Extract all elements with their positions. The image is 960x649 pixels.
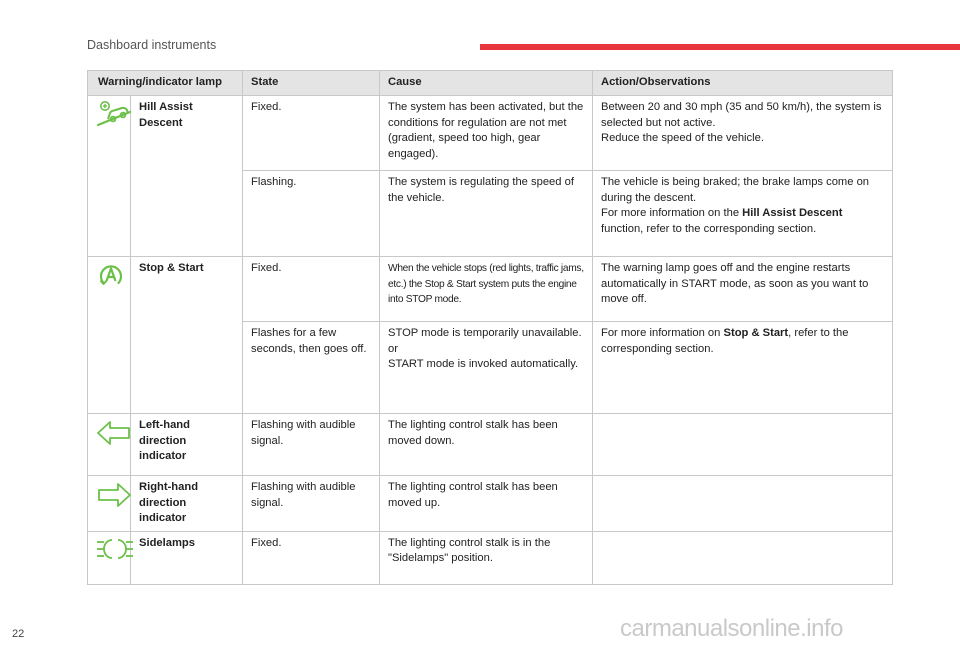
cause-line: STOP mode is temporarily unavailable. <box>388 327 582 339</box>
column-header-action: Action/Observations <box>593 71 893 96</box>
cause-cell: The lighting control stalk is in the "Sidelamps" position. <box>380 531 593 584</box>
lamp-icon-cell <box>88 531 131 584</box>
lamp-icon-cell <box>88 414 131 476</box>
cause-cell: When the vehicle stops (red lights, traffic jams, etc.) the Stop & Start system puts the engine into STOP mode. <box>380 257 593 322</box>
state-cell: Flashing with audible signal. <box>243 414 380 476</box>
function-name: Stop & Start <box>723 327 789 339</box>
action-cell <box>593 476 893 532</box>
left-arrow-icon <box>96 418 122 448</box>
table-row <box>88 96 893 171</box>
column-header-cause: Cause <box>380 71 593 96</box>
table-row <box>88 531 893 584</box>
watermark: carmanualsonline.info <box>620 615 843 642</box>
column-header-lamp: Warning/indicator lamp <box>88 71 243 96</box>
action-cell <box>593 531 893 584</box>
right-arrow-icon <box>96 480 122 510</box>
page-number: 22 <box>12 628 25 640</box>
section-title: Dashboard instruments <box>87 38 217 52</box>
lamp-icon-cell <box>88 96 131 257</box>
accent-bar <box>480 44 960 50</box>
state-cell: Flashes for a few seconds, then goes off. <box>243 322 380 414</box>
action-cell <box>593 96 893 171</box>
cause-cell: The lighting control stalk has been moved down. <box>380 414 593 476</box>
state-cell: Flashing. <box>243 171 380 257</box>
lamp-icon-cell <box>88 476 131 532</box>
action-cell <box>593 171 893 257</box>
state-cell: Fixed. <box>243 257 380 322</box>
action-more <box>601 206 884 237</box>
table-row <box>88 414 893 476</box>
cause-cell: The lighting control stalk has been moved up. <box>380 476 593 532</box>
cause-cell: The system is regulating the speed of the vehicle. <box>380 171 593 257</box>
table-row <box>88 476 893 532</box>
action-cell: The warning lamp goes off and the engine restarts automatically in START mode, as soon as you want to move off. <box>593 257 893 322</box>
lamp-icon-cell <box>88 257 131 414</box>
lamp-name: Stop & Start <box>131 257 243 414</box>
state-cell: Flashing with audible signal. <box>243 476 380 532</box>
cause-line: or <box>388 342 398 355</box>
action-more-suffix: , refer to the corresponding section. <box>601 327 849 355</box>
column-header-state: State <box>243 71 380 96</box>
cause-cell: The system has been activated, but the conditions for regulation are not met (gradient, speed too high, gear engaged). <box>380 96 593 171</box>
cause-line: START mode is invoked automatically. <box>388 358 579 370</box>
action-cell <box>593 414 893 476</box>
cause-cell <box>380 322 593 414</box>
action-more-suffix: function, refer to the corresponding section. <box>601 222 817 235</box>
action-line: The vehicle is being braked; the brake lamps come on during the descent. <box>601 176 870 204</box>
sidelamps-icon <box>96 536 122 562</box>
state-cell: Fixed. <box>243 531 380 584</box>
action-line: Between 20 and 30 mph (35 and 50 km/h), the system is selected but not active. <box>601 101 882 129</box>
action-more-prefix: For more information on <box>601 327 724 339</box>
lamp-name: Hill Assist Descent <box>131 96 243 257</box>
lamp-name: Right-hand direction indicator <box>131 476 243 532</box>
state-cell: Fixed. <box>243 96 380 171</box>
hill-assist-descent-icon <box>96 100 122 128</box>
action-more-prefix: For more information on the <box>601 207 743 219</box>
action-cell <box>593 322 893 414</box>
stop-start-icon <box>96 261 122 289</box>
warning-lamps-table <box>87 70 893 585</box>
lamp-name: Sidelamps <box>131 531 243 584</box>
table-row <box>88 257 893 322</box>
action-line: Reduce the speed of the vehicle. <box>601 132 764 144</box>
function-name: Hill Assist Descent <box>742 207 843 219</box>
table-header-row <box>88 71 893 96</box>
lamp-name: Left-hand direction indicator <box>131 414 243 476</box>
